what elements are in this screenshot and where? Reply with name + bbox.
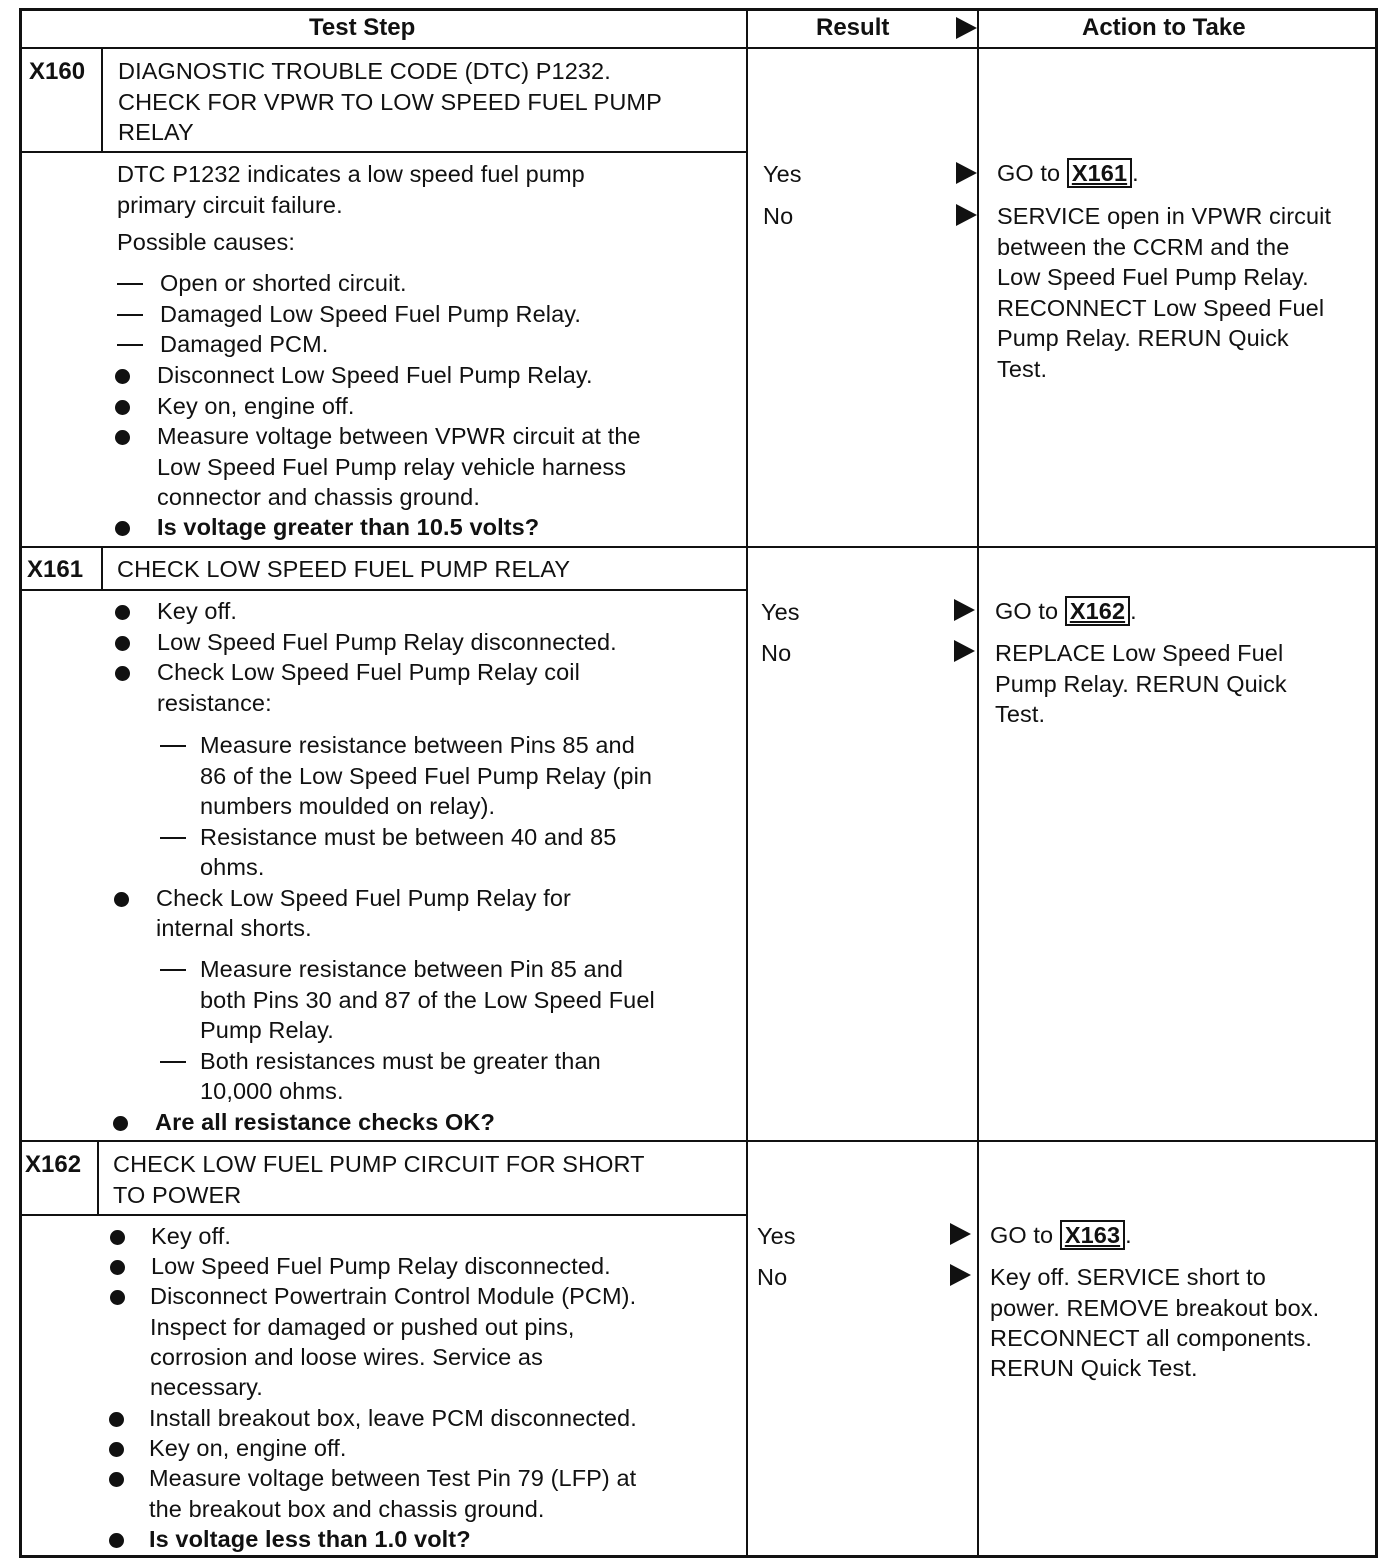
id-cell-divider-x161 — [101, 548, 103, 589]
dash-marker — [160, 969, 186, 971]
action-no-line: RECONNECT Low Speed Fuel — [997, 295, 1325, 321]
bullet-item: necessary. — [150, 1374, 263, 1400]
bullet-item: connector and chassis ground. — [157, 484, 480, 510]
action-yes — [995, 596, 1137, 627]
sub-item: ohms. — [200, 854, 265, 880]
dash-marker — [117, 344, 143, 346]
table-border-bottom — [19, 1555, 1378, 1558]
action-no-line: Pump Relay. RERUN Quick — [997, 325, 1289, 351]
bullet-marker — [110, 1260, 125, 1275]
bullet-marker — [115, 521, 130, 536]
step-title-line: RELAY — [118, 119, 194, 145]
bullet-marker — [113, 1116, 128, 1131]
sub-item: numbers moulded on relay). — [200, 793, 496, 819]
bullet-item: Key off. — [157, 598, 238, 624]
action-yes-prefix: GO to — [995, 598, 1065, 624]
result-yes: Yes — [763, 161, 802, 187]
bullet-marker — [110, 1290, 125, 1305]
intro-line: primary circuit failure. — [117, 192, 343, 218]
result-arrow-icon — [950, 1223, 971, 1245]
bullet-item: resistance: — [157, 690, 272, 716]
result-arrow-icon — [956, 162, 977, 184]
bullet-item: Key on, engine off. — [149, 1435, 347, 1461]
table-border-right — [1375, 8, 1378, 1558]
bullet-marker — [110, 1230, 125, 1245]
step-question: Is voltage less than 1.0 volt? — [149, 1526, 471, 1552]
bullet-item: Check Low Speed Fuel Pump Relay for — [156, 885, 571, 911]
id-cell-divider-x162 — [97, 1142, 99, 1214]
bullet-item: Inspect for damaged or pushed out pins, — [150, 1314, 575, 1340]
step-title-line: CHECK LOW SPEED FUEL PUMP RELAY — [117, 556, 571, 582]
bullet-marker — [109, 1412, 124, 1427]
action-no-line: Test. — [997, 356, 1048, 382]
step-title-line: TO POWER — [113, 1182, 242, 1208]
sub-item: 10,000 ohms. — [200, 1078, 344, 1104]
cause-item: Open or shorted circuit. — [160, 270, 407, 296]
result-arrow-icon — [950, 1264, 971, 1286]
step-link-x161[interactable]: X161 — [1067, 158, 1132, 188]
action-no-line: Pump Relay. RERUN Quick — [995, 671, 1287, 697]
result-no: No — [763, 203, 794, 229]
cause-item: Damaged Low Speed Fuel Pump Relay. — [160, 301, 581, 327]
title-underline-x162 — [21, 1214, 747, 1216]
bullet-item: internal shorts. — [156, 915, 312, 941]
bullet-marker — [115, 400, 130, 415]
action-no-line: Test. — [995, 701, 1046, 727]
result-no: No — [761, 640, 792, 666]
bullet-item: Check Low Speed Fuel Pump Relay coil — [157, 659, 580, 685]
result-arrow-icon — [954, 640, 975, 662]
step-link-x163[interactable]: X163 — [1060, 1220, 1125, 1250]
title-underline-x161 — [21, 589, 747, 591]
bullet-item: Low Speed Fuel Pump Relay disconnected. — [157, 629, 617, 655]
step-title-line: DIAGNOSTIC TROUBLE CODE (DTC) P1232. — [118, 58, 611, 84]
bullet-item: Key on, engine off. — [157, 393, 355, 419]
result-arrow-icon — [956, 204, 977, 226]
bullet-item: Low Speed Fuel Pump relay vehicle harness — [157, 454, 627, 480]
result-yes: Yes — [757, 1223, 796, 1249]
action-yes-prefix: GO to — [997, 160, 1067, 186]
column-divider-action — [977, 8, 979, 1558]
step-link-x162[interactable]: X162 — [1065, 596, 1130, 626]
action-yes — [997, 158, 1139, 189]
action-yes — [990, 1220, 1132, 1251]
bullet-marker — [115, 369, 130, 384]
header-divider — [21, 47, 1377, 49]
step-title-line: CHECK FOR VPWR TO LOW SPEED FUEL PUMP — [118, 89, 662, 115]
bullet-item: Measure voltage between Test Pin 79 (LFP) at — [149, 1465, 637, 1491]
sub-item: Pump Relay. — [200, 1017, 334, 1043]
dash-marker — [160, 745, 186, 747]
sub-item: Both resistances must be greater than — [200, 1048, 601, 1074]
sub-item: Measure resistance between Pins 85 and — [200, 732, 635, 758]
bullet-marker — [109, 1472, 124, 1487]
step-question: Is voltage greater than 10.5 volts? — [157, 514, 540, 540]
bullet-marker — [109, 1533, 124, 1548]
sub-item: both Pins 30 and 87 of the Low Speed Fuel — [200, 987, 655, 1013]
bullet-item: Low Speed Fuel Pump Relay disconnected. — [151, 1253, 611, 1279]
dash-marker — [117, 314, 143, 316]
bullet-item: Measure voltage between VPWR circuit at the — [157, 423, 641, 449]
bullet-item: the breakout box and chassis ground. — [149, 1496, 545, 1522]
action-no-line: SERVICE open in VPWR circuit — [997, 203, 1332, 229]
action-no-line: REPLACE Low Speed Fuel — [995, 640, 1284, 666]
column-divider-result — [746, 8, 748, 1558]
dash-marker — [160, 837, 186, 839]
step-title-line: CHECK LOW FUEL PUMP CIRCUIT FOR SHORT — [113, 1151, 645, 1177]
id-cell-divider-x160 — [101, 49, 103, 151]
action-yes-suffix: . — [1130, 598, 1137, 624]
sub-item: 86 of the Low Speed Fuel Pump Relay (pin — [200, 763, 653, 789]
bullet-item: Key off. — [151, 1223, 232, 1249]
bullet-item: Disconnect Powertrain Control Module (PCM). — [150, 1283, 637, 1309]
bullet-marker — [115, 605, 130, 620]
action-no-line: Key off. SERVICE short to — [990, 1264, 1266, 1290]
step-question: Are all resistance checks OK? — [155, 1109, 495, 1135]
row-divider-x162 — [21, 1140, 1377, 1142]
action-no-line: between the CCRM and the — [997, 234, 1290, 260]
step-id: X161 — [27, 556, 84, 583]
action-no-line: RECONNECT all components. — [990, 1325, 1313, 1351]
sub-item: Measure resistance between Pin 85 and — [200, 956, 624, 982]
action-no-line: power. REMOVE breakout box. — [990, 1295, 1320, 1321]
cause-item: Damaged PCM. — [160, 331, 329, 357]
table-border-top — [21, 8, 1378, 11]
action-yes-prefix: GO to — [990, 1222, 1060, 1248]
bullet-marker — [109, 1442, 124, 1457]
bullet-item: corrosion and loose wires. Service as — [150, 1344, 543, 1370]
action-yes-suffix: . — [1125, 1222, 1132, 1248]
header-result: Result — [816, 14, 890, 41]
action-no-line: RERUN Quick Test. — [990, 1355, 1198, 1381]
dash-marker — [117, 283, 143, 285]
table-border-left — [19, 8, 22, 1558]
result-no: No — [757, 1264, 788, 1290]
header-action: Action to Take — [1082, 14, 1246, 41]
header-test-step: Test Step — [309, 14, 416, 41]
causes-label: Possible causes: — [117, 229, 295, 255]
action-no-line: Low Speed Fuel Pump Relay. — [997, 264, 1309, 290]
dash-marker — [160, 1061, 186, 1063]
bullet-marker — [115, 430, 130, 445]
title-underline-x160 — [21, 151, 747, 153]
step-id: X160 — [29, 58, 86, 85]
result-arrow-icon — [954, 599, 975, 621]
result-yes: Yes — [761, 599, 800, 625]
bullet-marker — [115, 666, 130, 681]
bullet-item: Install breakout box, leave PCM disconnected. — [149, 1405, 637, 1431]
sub-item: Resistance must be between 40 and 85 — [200, 824, 617, 850]
header-arrow-icon — [956, 17, 977, 39]
action-yes-suffix: . — [1132, 160, 1139, 186]
bullet-item: Disconnect Low Speed Fuel Pump Relay. — [157, 362, 593, 388]
row-divider-x161 — [21, 546, 1377, 548]
intro-line: DTC P1232 indicates a low speed fuel pump — [117, 161, 585, 187]
bullet-marker — [114, 892, 129, 907]
step-id: X162 — [25, 1151, 82, 1178]
bullet-marker — [115, 636, 130, 651]
